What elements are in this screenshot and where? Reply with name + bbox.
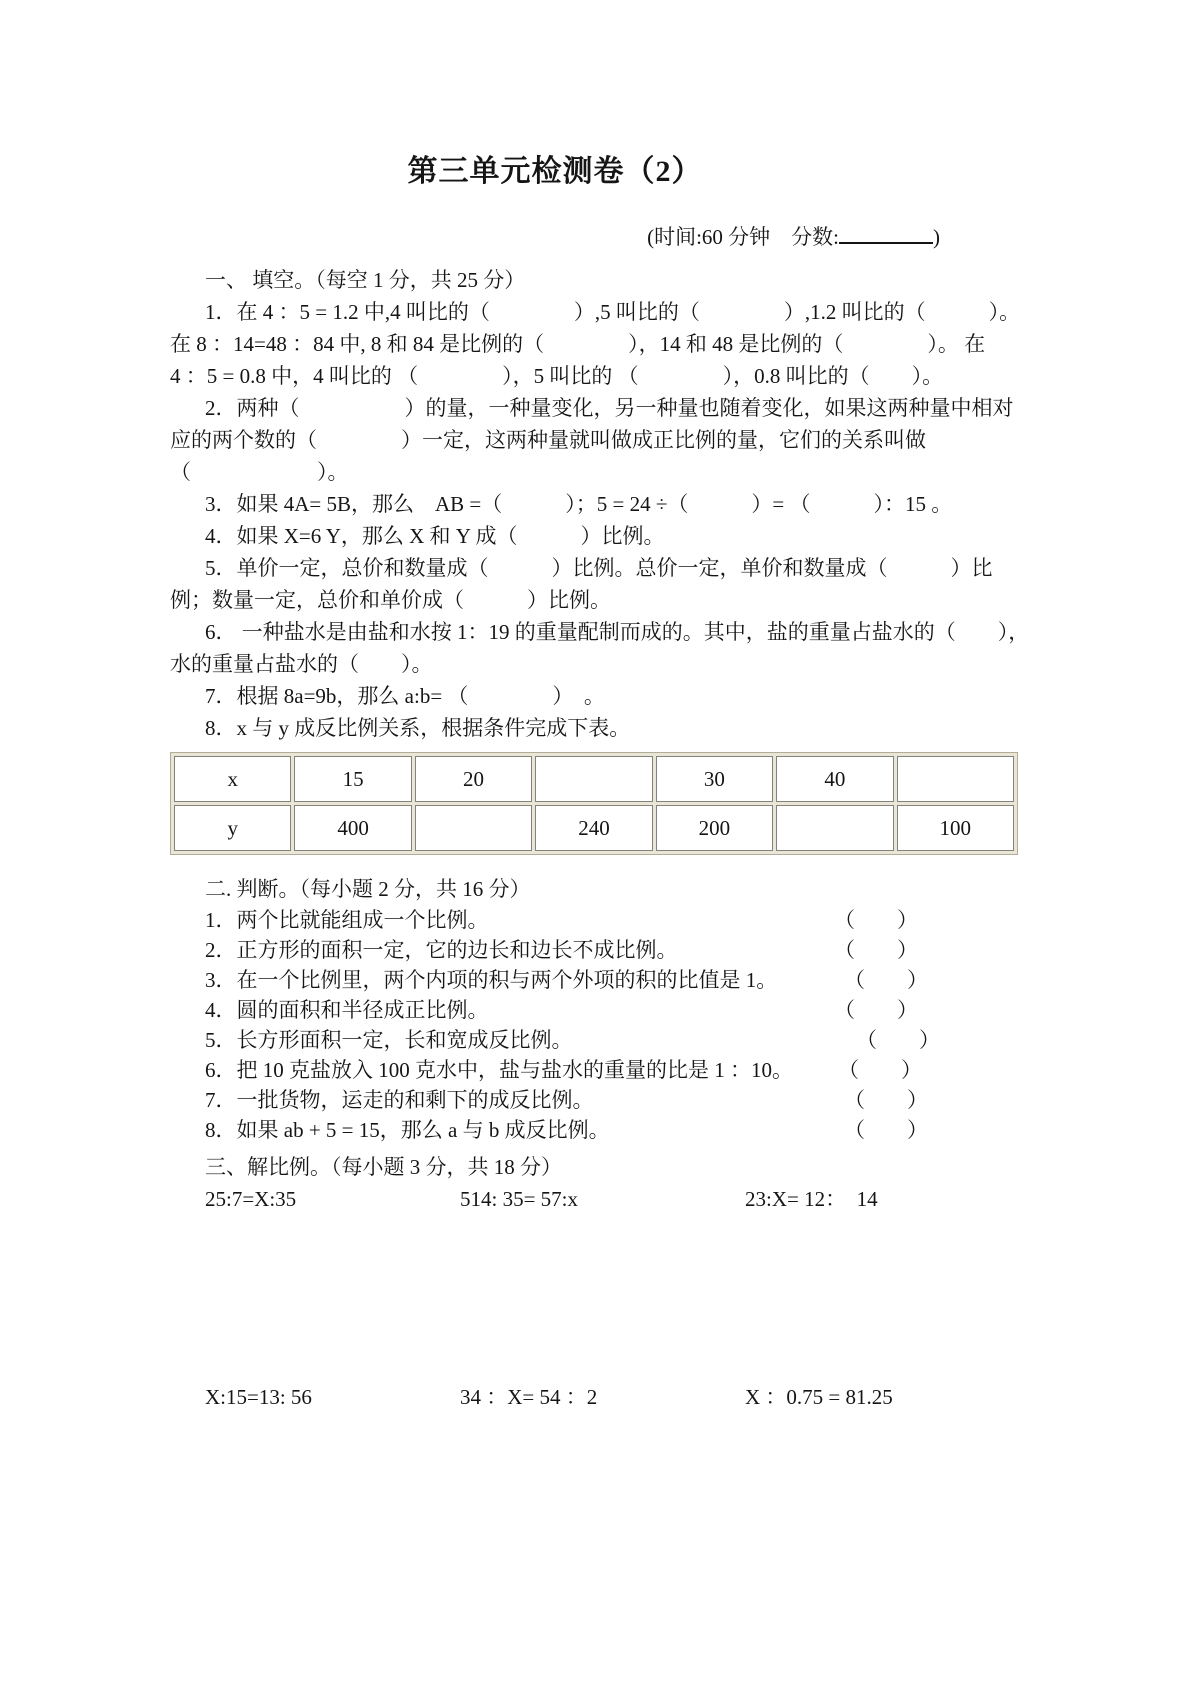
judge-statement: 4．圆的面积和半径成正比例。 — [205, 998, 489, 1022]
table-cell — [415, 805, 532, 851]
table-cell: 40 — [776, 756, 893, 802]
fill-line: 在 8 ：14=48 ：84 中, 8 和 84 是比例的（ ），14 和 48 是比例的（ ）。 在 — [170, 332, 986, 356]
table-row-x — [174, 756, 1014, 802]
section-judge-body — [170, 905, 1141, 1145]
table-cell — [776, 805, 893, 851]
exam-meta — [170, 222, 940, 252]
meta-close-paren: ) — [933, 225, 940, 249]
proportion-problem: 23:X= 12： 14 — [745, 1187, 878, 1211]
table-cell: 30 — [656, 756, 773, 802]
judge-statement: 1．两个比就能组成一个比例。 — [205, 908, 489, 932]
fill-line: （ ）。 — [170, 460, 349, 484]
solve-row-2 — [170, 1381, 1141, 1413]
proportion-problem: 514: 35= 57:x — [460, 1187, 579, 1211]
table-cell: 200 — [656, 805, 773, 851]
judge-statement: 7．一批货物，运走的和剩下的成反比例。 — [205, 1088, 594, 1112]
table-cell: 400 — [294, 805, 411, 851]
judge-statement: 3．在一个比例里，两个内项的积与两个外项的积的比值是 1。 — [205, 968, 778, 992]
proportion-problem: 25:7=X:35 — [205, 1187, 297, 1211]
fill-line: 5．单价一定，总价和数量成（ ）比例。总价一定，单价和数量成（ ）比 — [205, 556, 993, 580]
judge-statement: 5．长方形面积一定，长和宽成反比例。 — [205, 1028, 573, 1052]
table-cell — [897, 756, 1014, 802]
judge-statement: 2．正方形的面积一定，它的边长和边长不成比例。 — [205, 938, 678, 962]
fill-line: 8．x 与 y 成反比例关系，根据条件完成下表。 — [205, 716, 631, 740]
fill-line: 6． 一种盐水是由盐和水按 1：19 的重量配制而成的。其中，盐的重量占盐水的（ ）， — [205, 620, 1030, 644]
fill-line: 4 ：5 = 0.8 中，4 叫比的 （ ），5 叫比的 （ ），0.8 叫比的（ ）。 — [170, 364, 944, 388]
table-cell: 15 — [294, 756, 411, 802]
fill-line: 例；数量一定，总价和单价成（ ）比例。 — [170, 588, 611, 612]
section-judge-heading: 二. 判断。（每小题 2 分，共 16 分） — [205, 877, 531, 901]
score-blank-line — [839, 239, 933, 244]
fill-line: 7．根据 8a=9b，那么 a:b= （ ） 。 — [205, 684, 605, 708]
judge-item — [170, 1115, 940, 1145]
fill-line: 4．如果 X=6 Y，那么 X 和 Y 成（ ）比例。 — [205, 524, 665, 548]
answer-parens: （ ） — [834, 998, 918, 1022]
table-row-y — [174, 805, 1014, 851]
judge-item — [170, 1085, 940, 1115]
answer-parens: （ ） — [844, 968, 928, 992]
proportion-problem: X ：0.75 = 81.25 — [745, 1385, 893, 1409]
table-cell: x — [174, 756, 291, 802]
table-cell: y — [174, 805, 291, 851]
answer-parens: （ ） — [834, 908, 918, 932]
judge-item — [170, 965, 940, 995]
judge-item — [170, 995, 940, 1025]
time-score-label: (时间:60 分钟 分数: — [647, 225, 839, 249]
fill-line: 3．如果 4A= 5B，那么 AB =（ ）；5 = 24 ÷（ ）= （ ）：15 。 — [205, 492, 953, 516]
section-fill-heading: 一、 填空。（每空 1 分，共 25 分） — [205, 268, 526, 292]
xy-proportion-table — [170, 752, 1018, 855]
proportion-problem: X:15=13: 56 — [205, 1385, 312, 1409]
fill-line: 水的重量占盐水的（ ）。 — [170, 652, 433, 676]
judge-item — [170, 935, 940, 965]
answer-parens: （ ） — [856, 1028, 940, 1052]
judge-item — [170, 1025, 940, 1055]
answer-parens: （ ） — [844, 1088, 928, 1112]
fill-line: 1．在 4 ：5 = 1.2 中,4 叫比的（ ）,5 叫比的（ ）,1.2 叫比的（ ）。 — [205, 300, 1021, 324]
table-cell: 20 — [415, 756, 532, 802]
table-cell: 240 — [535, 805, 652, 851]
section-solve-heading: 三、解比例。（每小题 3 分，共 18 分） — [205, 1155, 562, 1179]
answer-parens: （ ） — [844, 1118, 928, 1142]
table-cell: 100 — [897, 805, 1014, 851]
answer-parens: （ ） — [834, 938, 918, 962]
page-title: 第三单元检测卷（2） — [407, 155, 703, 188]
solve-row-1 — [170, 1183, 1141, 1215]
proportion-problem: 34 ：X= 54 ：2 — [460, 1385, 598, 1409]
section-fill-body — [170, 296, 1141, 744]
judge-item — [170, 905, 940, 935]
judge-statement: 8．如果 ab + 5 = 15，那么 a 与 b 成反比例。 — [205, 1118, 610, 1142]
table-cell — [535, 756, 652, 802]
fill-line: 应的两个数的（ ）一定，这两种量就叫做成正比例的量，它们的关系叫做 — [170, 428, 926, 452]
answer-parens: （ ） — [838, 1058, 922, 1082]
judge-statement: 6．把 10 克盐放入 100 克水中，盐与盐水的重量的比是 1 ：10。 — [205, 1058, 793, 1082]
fill-line: 2．两种（ ）的量，一种量变化，另一种量也随着变化，如果这两种量中相对 — [205, 396, 1014, 420]
judge-item — [170, 1055, 940, 1085]
